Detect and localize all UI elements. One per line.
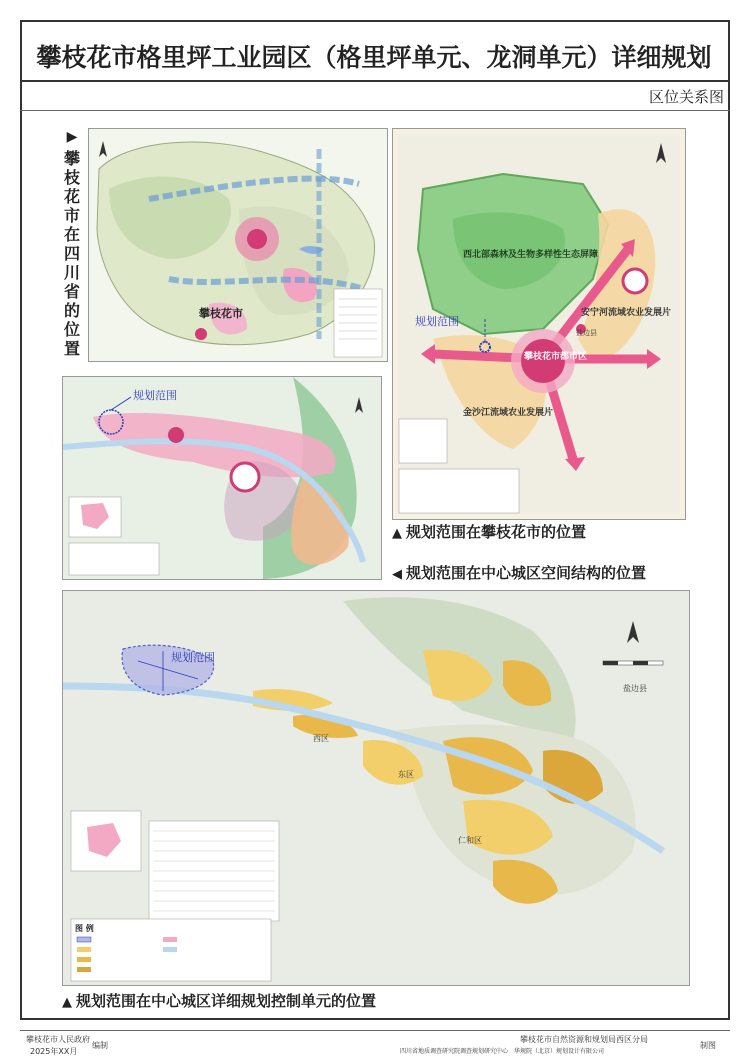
footer-left-date: 2025年XX月 <box>30 1047 78 1056</box>
map-panzhihua-city <box>392 128 686 520</box>
caption-structure-position <box>392 562 646 583</box>
sichuan-caption-char: 四 <box>63 244 80 263</box>
caption-city-position <box>392 521 586 542</box>
scale-bar <box>603 661 663 665</box>
north-arrow-icon <box>99 141 107 157</box>
yanbian-county-label: 盐边县 <box>623 684 647 693</box>
map-detail-units <box>62 590 690 986</box>
city-map-svg <box>393 129 685 519</box>
caption-city-text: 规划范围在攀枝花市的位置 <box>406 523 587 541</box>
caption-detail-position <box>62 990 376 1011</box>
structure-legend <box>69 543 159 575</box>
caption-detail-text: 规划范围在中心城区详细规划控制单元的位置 <box>76 992 377 1010</box>
city-inset-map <box>399 419 447 463</box>
yanbian-label: 盐边县 <box>576 329 597 337</box>
district-renhe-label: 仁和区 <box>458 836 482 845</box>
footer-left-action: 编制 <box>92 1041 108 1050</box>
district-west-label: 西区 <box>313 734 329 743</box>
sichuan-caption-text <box>62 149 82 358</box>
nw-barrier-label: 西北部森林及生物多样性生态屏障 <box>463 250 599 260</box>
map-spatial-structure <box>62 376 382 580</box>
triangle-up-icon: ▲ <box>392 526 402 541</box>
sichuan-caption-char: 省 <box>63 282 80 301</box>
map-sichuan-province <box>88 128 388 362</box>
footer-divider <box>20 1030 730 1031</box>
city-plan-label: 规划范围 <box>415 315 459 328</box>
caption-arrow-icon: ▶ <box>66 129 78 145</box>
sichuan-caption-char: 市 <box>63 206 80 225</box>
jinsha-belt-label: 金沙江流域农业发展片 <box>463 408 554 418</box>
footer-left-org: 攀枝花市人民政府 <box>26 1035 90 1044</box>
sichuan-caption-char: 攀 <box>63 149 80 168</box>
footer-right-action: 制图 <box>700 1041 716 1050</box>
city-legend <box>399 469 519 513</box>
footer-right-org: 攀枝花市自然资源和规划局西区分局 <box>520 1035 648 1044</box>
sichuan-caption-char: 位 <box>63 320 80 339</box>
title-divider <box>20 80 730 82</box>
sichuan-city-label: 攀枝花市 <box>199 307 243 320</box>
footer-right-sub: 四川省地质调查研究院调查规划研究中心 华规院（北京）规划设计有限公司 <box>400 1048 605 1055</box>
sichuan-caption-char: 在 <box>63 225 80 244</box>
subtitle-divider <box>20 110 730 111</box>
sichuan-caption-char: 枝 <box>63 168 80 187</box>
page-title: 攀枝花市格里坪工业园区（格里坪单元、龙洞单元）详细规划 <box>36 43 712 72</box>
district-east-label: 东区 <box>398 770 414 779</box>
structure-map-svg <box>63 377 381 579</box>
anning-belt-label: 安宁河流域农业发展片 <box>581 308 672 318</box>
detail-legend-title: 图 例 <box>75 924 94 933</box>
sichuan-caption <box>62 128 82 358</box>
sichuan-caption-char: 的 <box>63 301 80 320</box>
detail-plan-label: 规划范围 <box>171 651 215 664</box>
sichuan-map-svg <box>89 129 387 361</box>
triangle-up-icon: ▲ <box>62 995 72 1010</box>
sichuan-caption-char: 置 <box>63 339 80 358</box>
structure-plan-label: 规划范围 <box>133 389 177 402</box>
core-label: 攀枝花市都市区 <box>524 352 588 362</box>
detail-map-svg <box>63 591 689 985</box>
sichuan-caption-char: 花 <box>63 187 80 206</box>
page-subtitle: 区位关系图 <box>648 88 724 106</box>
sichuan-caption-char: 川 <box>63 263 80 282</box>
triangle-left-icon: ◀ <box>392 567 402 582</box>
caption-structure-text: 规划范围在中心城区空间结构的位置 <box>406 564 647 582</box>
